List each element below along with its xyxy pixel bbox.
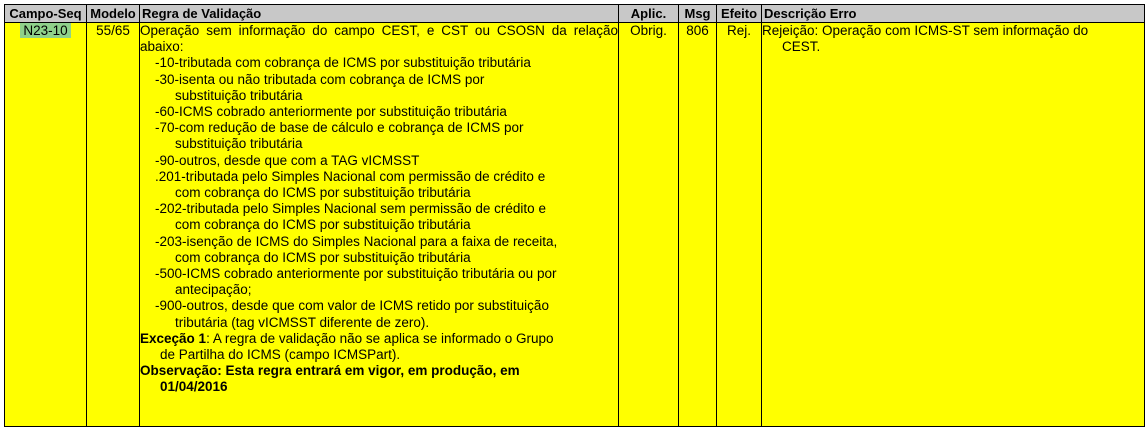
excecao-label: Exceção 1 [140, 330, 207, 346]
header-aplic: Aplic. [619, 5, 679, 23]
regra-item: -203-isenção de ICMS do Simples Nacional para a faixa de receita, com cobrança do ICMS por substituição tributária [155, 233, 558, 265]
header-descricao: Descrição Erro [762, 5, 1145, 23]
header-modelo: Modelo [87, 5, 140, 23]
regra-item: -500-ICMS cobrado anteriormente por substituição tributária ou por antecipação; [155, 266, 557, 298]
header-efeito: Efeito [717, 5, 762, 23]
header-campo-seq: Campo-Seq [5, 5, 87, 23]
cell-descricao [762, 23, 1145, 427]
table-row [5, 23, 1145, 427]
regra-item: -202-tributada pelo Simples Nacional sem permissão de crédito e com cobrança do ICMS por substituição tributária [155, 201, 546, 233]
observacao-label: Observação: [140, 363, 222, 379]
validation-rules-table [4, 4, 1145, 427]
descricao-line-2: CEST. [782, 39, 821, 55]
cell-campo-seq [5, 23, 87, 427]
regra-item: -900-outros, desde que com valor de ICMS retido por substituição tributária (tag vICMSST diferente de zero). [155, 298, 549, 330]
header-regra: Regra de Validação [140, 5, 619, 23]
regra-item: -30-isenta ou não tributada com cobrança de ICMS por substituição tributária [155, 71, 485, 103]
header-row [5, 5, 1145, 23]
regra-observacao: Observação: Esta regra entrará em vigor, em produção, em 01/04/2016 [140, 363, 520, 395]
regra-intro: Operação sem informação do campo CEST, e CST ou CSOSN da relação abaixo: [140, 23, 618, 55]
cell-modelo: 55/65 [87, 23, 140, 427]
cell-aplic: Obrig. [619, 23, 679, 427]
campo-seq-value: N23-10 [20, 23, 70, 38]
regra-item: -10-tributada com cobrança de ICMS por substituição tributária [155, 55, 531, 71]
cell-msg: 806 [679, 23, 717, 427]
regra-item: -60-ICMS cobrado anteriormente por substituição tributária [155, 104, 507, 120]
regra-item: -90-outros, desde que com a TAG vICMSST [155, 152, 420, 168]
regra-item: .201-tributada pelo Simples Nacional com permissão de crédito e com cobrança do ICMS por substituição tributária [155, 168, 546, 201]
cell-efeito: Rej. [717, 23, 762, 427]
table-header [5, 5, 1145, 23]
descricao-line-1: Rejeição: Operação com ICMS-ST sem informação do [762, 23, 1089, 38]
regra-excecao: Exceção 1: A regra de validação não se aplica se informado o Grupo de Partilha do ICMS (campo ICMSPart). [140, 330, 554, 363]
cell-regra [140, 23, 619, 427]
regra-item: -70-com redução de base de cálculo e cobrança de ICMS por substituição tributária [155, 120, 524, 152]
header-msg: Msg [679, 5, 717, 23]
